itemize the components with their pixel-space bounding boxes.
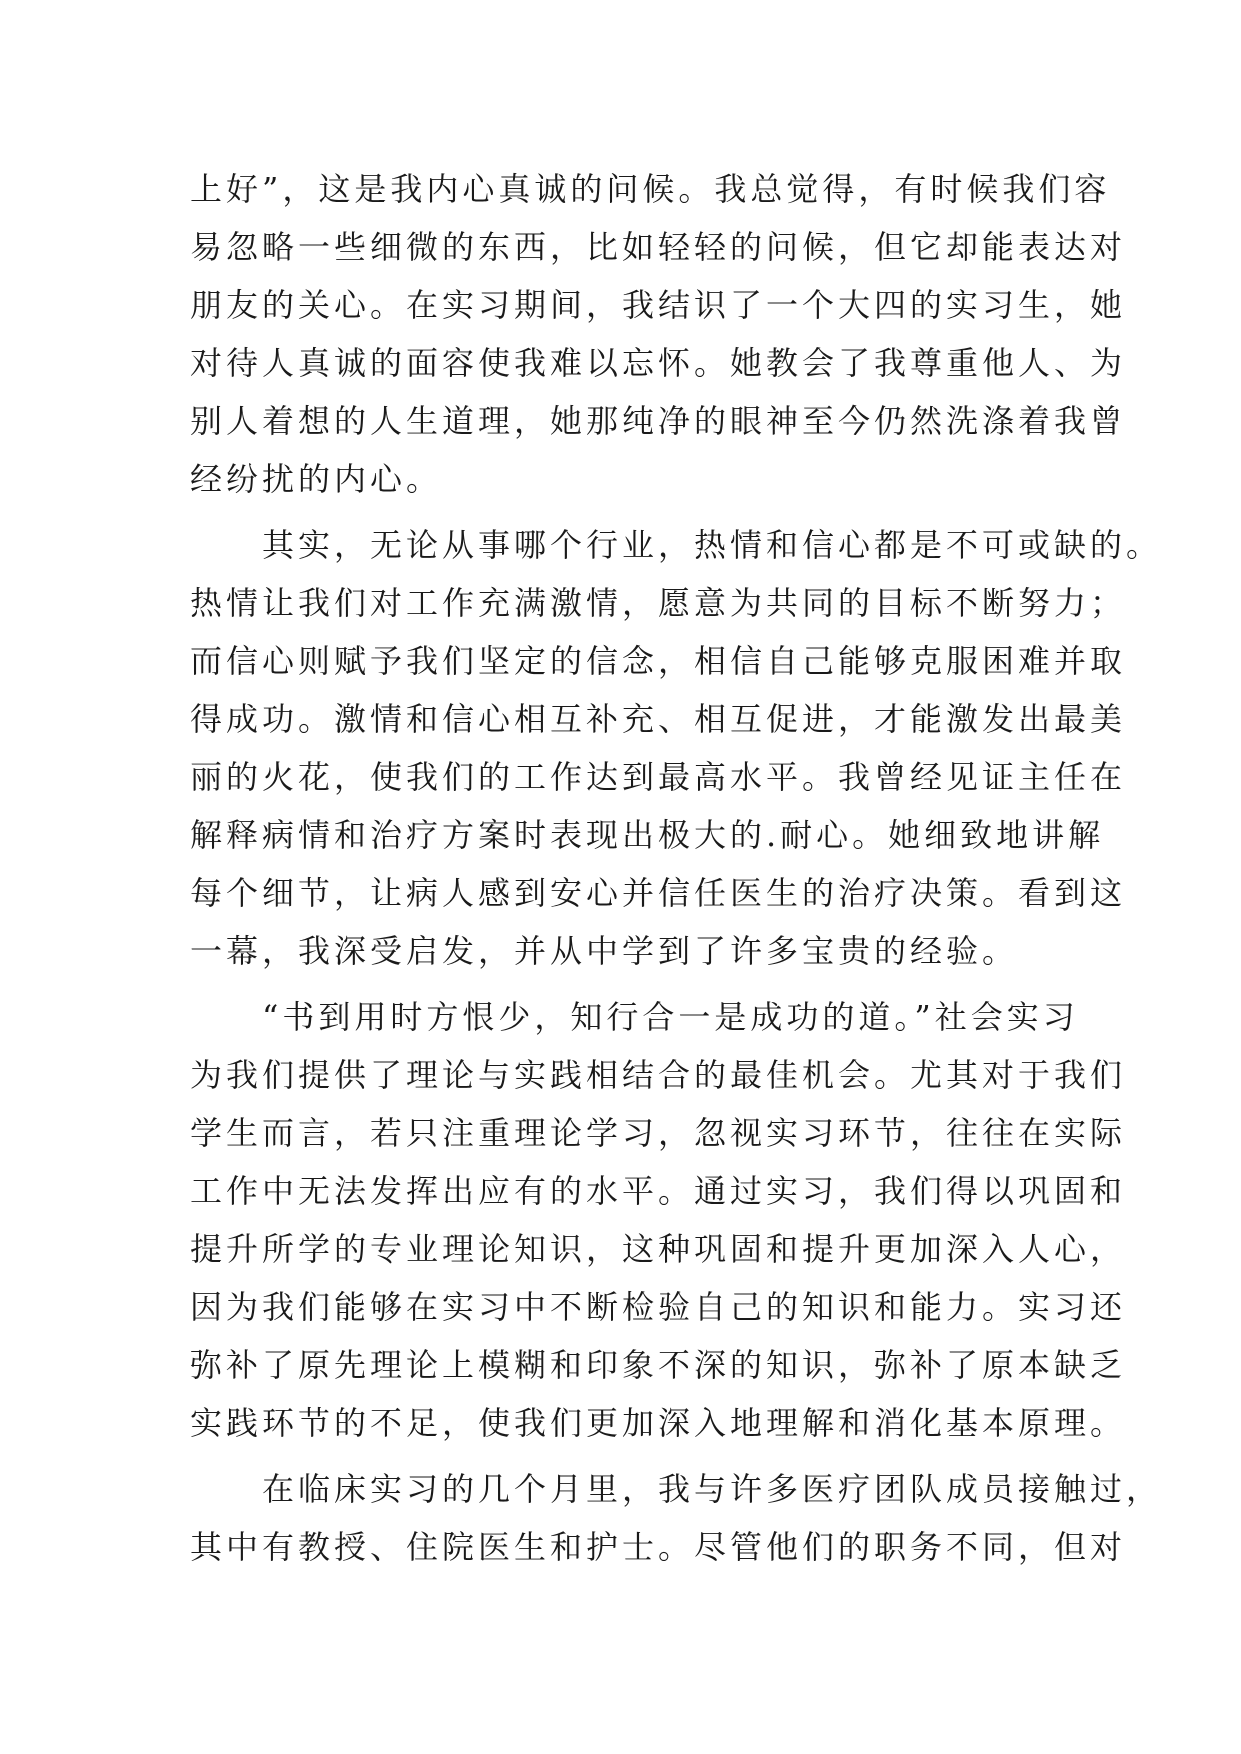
text-line: 得成功。激情和信心相互补充、相互促进，才能激发出最美	[190, 700, 1127, 738]
text-line: 一幕，我深受启发，并从中学到了许多宝贵的经验。	[190, 932, 1019, 970]
text-line: 工作中无法发挥出应有的水平。通过实习，我们得以巩固和	[190, 1172, 1127, 1210]
text-line: 其实，无论从事哪个行业，热情和信心都是不可或缺的。	[190, 526, 1163, 564]
text-line: 经纷扰的内心。	[190, 460, 443, 498]
body-text	[190, 160, 1163, 1576]
text-line: 每个细节，让病人感到安心并信任医生的治疗决策。看到这	[190, 874, 1127, 912]
text-line: 别人着想的人生道理，她那纯净的眼神至今仍然洗涤着我曾	[190, 402, 1127, 440]
text-line: 对待人真诚的面容使我难以忘怀。她教会了我尊重他人、为	[190, 344, 1127, 382]
text-line: 热情让我们对工作充满激情，愿意为共同的目标不断努力；	[190, 584, 1127, 622]
text-line: 解释病情和治疗方案时表现出极大的.耐心。她细致地讲解	[190, 816, 1105, 854]
text-line: 朋友的关心。在实习期间，我结识了一个大四的实习生，她	[190, 286, 1127, 324]
text-line: 易忽略一些细微的东西，比如轻轻的问候，但它却能表达对	[190, 228, 1127, 266]
text-line: 提升所学的专业理论知识，这种巩固和提升更加深入人心，	[190, 1230, 1127, 1268]
text-line: 丽的火花，使我们的工作达到最高水平。我曾经见证主任在	[190, 758, 1127, 796]
text-line: 在临床实习的几个月里，我与许多医疗团队成员接触过，	[190, 1470, 1163, 1508]
text-line: 学生而言，若只注重理论学习，忽视实习环节，往往在实际	[190, 1114, 1127, 1152]
text-line: 上好”，这是我内心真诚的问候。我总觉得，有时候我们容	[190, 170, 1111, 208]
text-line: 弥补了原先理论上模糊和印象不深的知识，弥补了原本缺乏	[190, 1346, 1127, 1384]
text-line: 因为我们能够在实习中不断检验自己的知识和能力。实习还	[190, 1288, 1127, 1326]
text-line: 而信心则赋予我们坚定的信念，相信自己能够克服困难并取	[190, 642, 1127, 680]
text-line: 其中有教授、住院医生和护士。尽管他们的职务不同，但对	[190, 1528, 1127, 1566]
text-line: 为我们提供了理论与实践相结合的最佳机会。尤其对于我们	[190, 1056, 1127, 1094]
text-line: “书到用时方恨少，知行合一是成功的道。”社会实习	[190, 998, 1079, 1036]
text-line: 实践环节的不足，使我们更加深入地理解和消化基本原理。	[190, 1404, 1127, 1442]
